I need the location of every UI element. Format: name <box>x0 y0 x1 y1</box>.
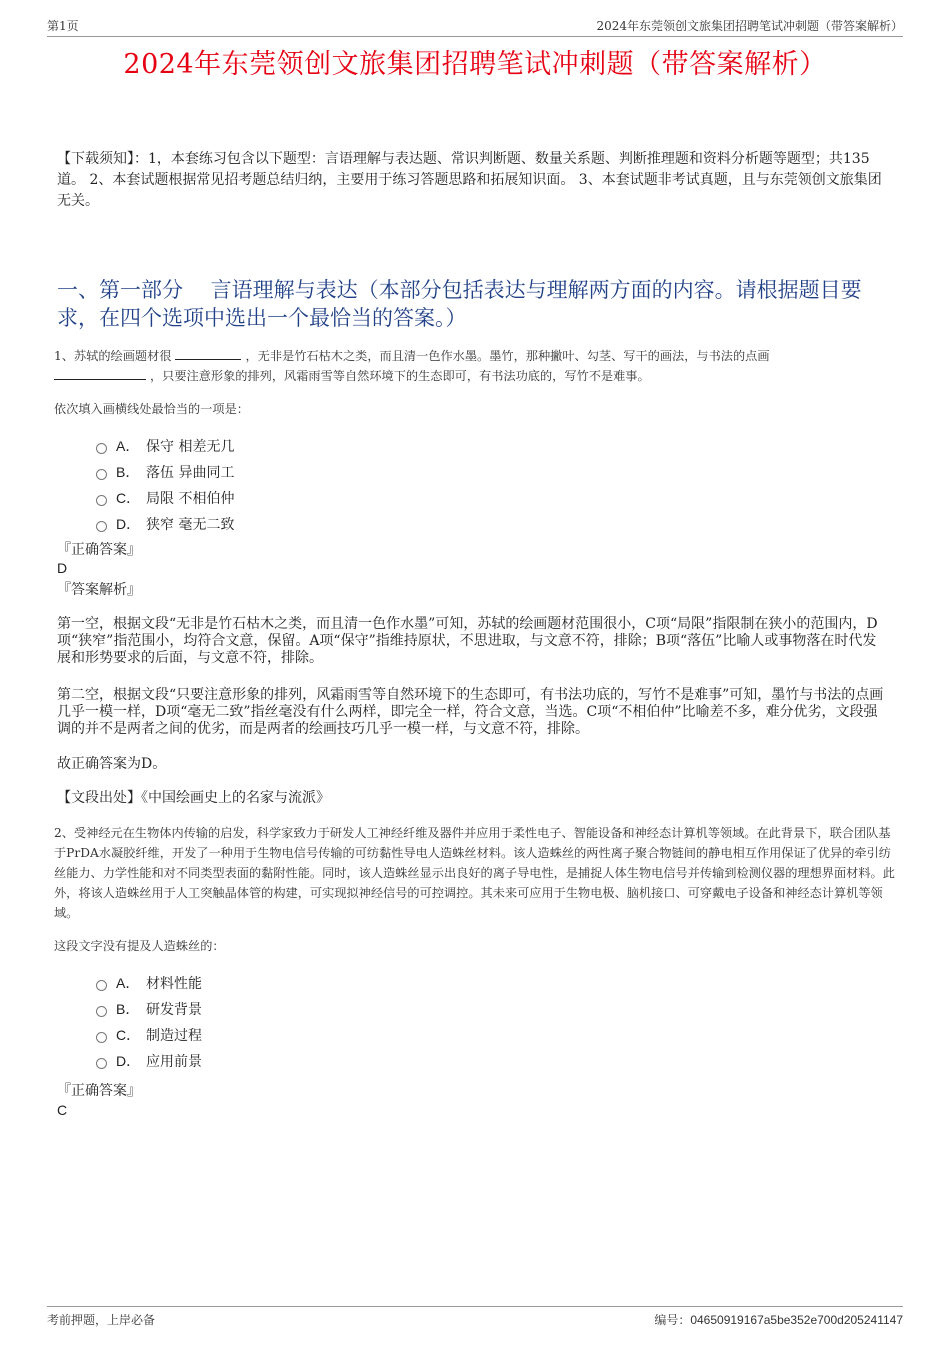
answer-label: 『正确答案』 <box>57 1083 141 1099</box>
analysis-paragraph-2: 第二空，根据文段“只要注意形象的排列，风霜雨雪等自然环境下的生态即可，有书法功底的，写竹不是难事”可知，墨竹与书法的点画几乎一模一样，D项“毫无二致”指丝毫没有什么两样，即完全一样，符合文意，当选。C项“不相伯仲”比喻差不多，难分优劣，文段强调的并不是两者之间的优劣，而是两者的绘画技巧几乎一模一样，与文意不符，排除。 <box>57 687 884 737</box>
question-1-stem: 1、苏轼的绘画题材很 ，无非是竹石枯木之类，而且清一色作水墨。墨竹，那种撇叶、勾茎、写干的画法，与书法的点画 ，只要注意形象的排列，风霜雨雪等自然环境下的生态即可，有书法功底的，写竹不是难事。 <box>54 346 900 386</box>
analysis-paragraph-1: 第一空，根据文段“无非是竹石枯木之类，而且清一色作水墨”可知，苏轼的绘画题材范围很小，C项“局限”指限制在狭小的范围内，D项“狭窄”指范围小，均符合文意，保留。A项“保守”指维持原状，不思进取，与文意不符，排除；B项“落伍”比喻人或事物落在时代发展和形势要求的后面，与文意不符，排除。 <box>57 616 878 666</box>
source-citation: 【文段出处】《中国绘画史上的名家与流派》 <box>57 790 330 806</box>
radio-icon[interactable] <box>96 443 107 454</box>
running-title: 2024年东莞领创文旅集团招聘笔试冲刺题（带答案解析） <box>596 19 903 33</box>
radio-icon[interactable] <box>96 469 107 480</box>
question-2-stem: 2、受神经元在生物体内传输的启发，科学家致力于研发人工神经纤维及器件并应用于柔性电子、智能设备和神经态计算机等领域。在此背景下，联合团队基于PrDA水凝胶纤维，开发了一种用于生物电信号传输的可纺黏性导电人造蛛丝材料。该人造蛛丝的两性离子聚合物链间的静电相互作用保证了优异的牵引纺丝能力、力学性能和对不同类型表面的黏附性能。同时，该人造蛛丝显示出良好的离子导电性，是捕捉人体生物电信号并传输到检测仪器的理想界面材料。此外，将该人造蛛丝用于人工突触晶体管的构建，可实现拟神经信号的可控调控。其未来可应用于生物电极、脑机接口、可穿戴电子设备和神经态计算机等领域。 <box>54 826 895 920</box>
page-footer <box>47 1306 903 1331</box>
radio-icon[interactable] <box>96 521 107 532</box>
document-code: 编号：04650919167a5be352e700d205241147 <box>654 1312 903 1327</box>
answer-blank <box>54 366 146 380</box>
radio-icon[interactable] <box>96 980 107 991</box>
option-b[interactable]: B． 落伍 异曲同工 <box>96 459 234 485</box>
answer-label: 『正确答案』 <box>57 542 141 558</box>
page-number: 第1页 <box>47 19 79 33</box>
question-1-answer: D <box>57 560 68 576</box>
download-notice: 【下载须知】：1，本套练习包含以下题型：言语理解与表达题、常识判断题、数量关系题、判断推理题和资料分析题等题型；共135道。 2、本套试题根据常见招考题总结归纳，主要用于练习答题思路和拓展知识面。 3、本套试题非考试真题，且与东莞领创文旅集团无关。 <box>57 151 882 209</box>
option-b[interactable]: B． 研发背景 <box>96 996 202 1022</box>
analysis-conclusion: 故正确答案为D。 <box>57 756 167 772</box>
footer-slogan: 考前押题，上岸必备 <box>47 1312 156 1327</box>
option-c[interactable]: C． 制造过程 <box>96 1022 202 1048</box>
page-header <box>47 14 903 37</box>
radio-icon[interactable] <box>96 1032 107 1043</box>
document-title: 2024年东莞领创文旅集团招聘笔试冲刺题（带答案解析） <box>123 49 827 80</box>
option-a[interactable]: A． 材料性能 <box>96 970 202 996</box>
question-1-prompt: 依次填入画横线处最恰当的一项是： <box>54 402 249 416</box>
option-a[interactable]: A． 保守 相差无几 <box>96 433 234 459</box>
radio-icon[interactable] <box>96 1058 107 1069</box>
question-1-options <box>96 433 234 537</box>
question-2-answer: C <box>57 1102 68 1118</box>
question-2-prompt: 这段文字没有提及人造蛛丝的： <box>54 939 225 953</box>
option-d[interactable]: D． 应用前景 <box>96 1048 202 1074</box>
radio-icon[interactable] <box>96 495 107 506</box>
analysis-label: 『答案解析』 <box>57 582 141 598</box>
radio-icon[interactable] <box>96 1006 107 1017</box>
option-d[interactable]: D． 狭窄 毫无二致 <box>96 511 234 537</box>
option-c[interactable]: C． 局限 不相伯仲 <box>96 485 234 511</box>
answer-blank <box>175 346 241 360</box>
section-heading: 一、第一部分 言语理解与表达（本部分包括表达与理解两方面的内容。请根据题目要求，在四个选项中选出一个最恰当的答案。） <box>57 278 862 330</box>
question-2-options <box>96 970 202 1074</box>
